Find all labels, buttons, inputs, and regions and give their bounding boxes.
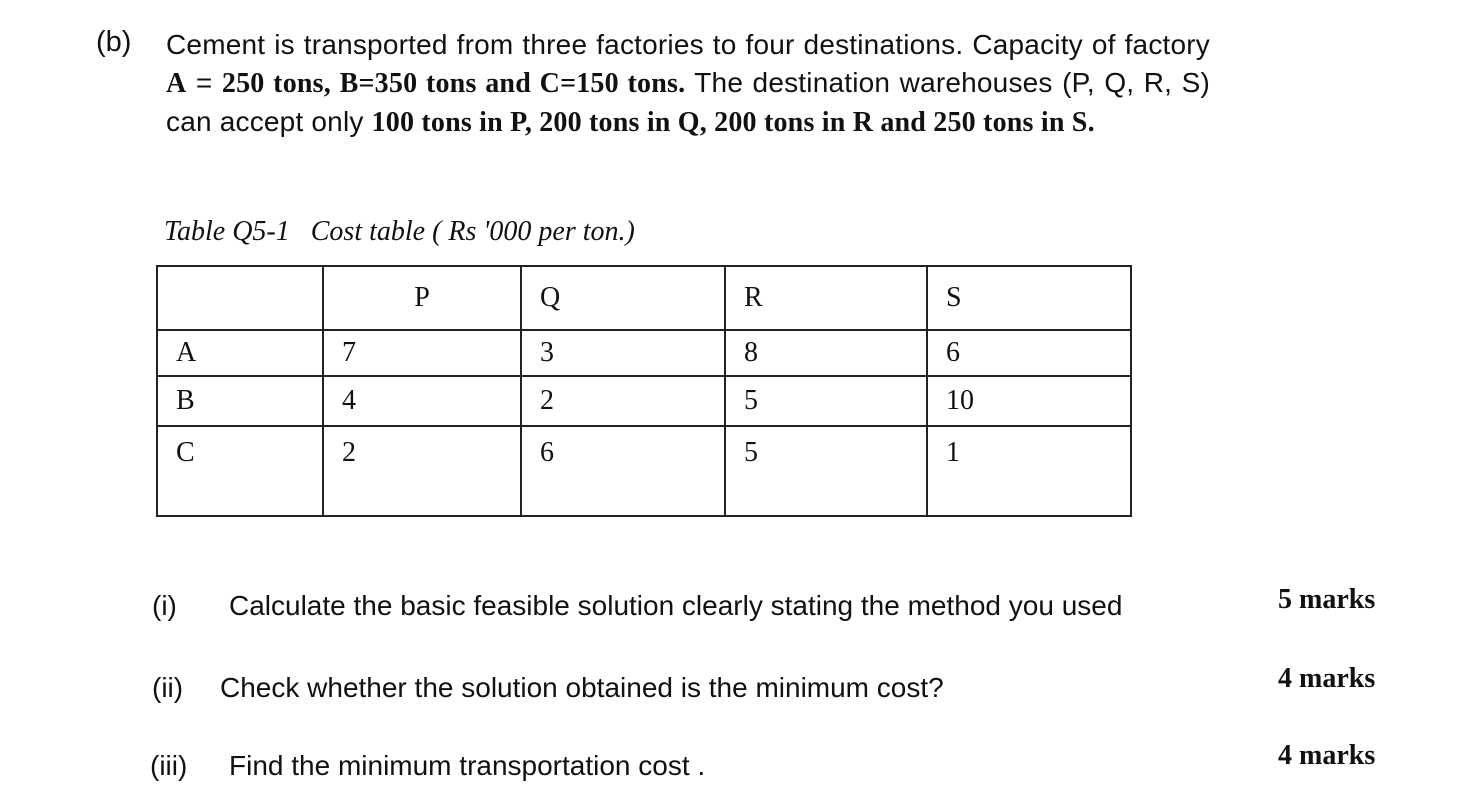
table-caption: Table Q5-1 Cost table ( Rs '000 per ton.) — [164, 216, 635, 247]
part-i-marks: 5 marks — [1278, 584, 1376, 615]
part-ii-text: Check whether the solution obtained is the minimum cost? — [220, 672, 944, 703]
row-label-c: C — [157, 426, 323, 516]
factory-capacities: 250 tons, B=350 tons and C=150 tons. — [221, 68, 686, 99]
factory-a-label: A — [166, 68, 187, 99]
part-iii-number: (iii) — [150, 750, 188, 781]
table-row — [157, 426, 1131, 516]
cost-cell: 4 — [323, 376, 521, 426]
cost-cell: 6 — [927, 330, 1131, 376]
cost-cell: 8 — [725, 330, 927, 376]
cost-cell: 2 — [323, 426, 521, 516]
table-header-row — [157, 266, 1131, 330]
question-intro-2: The destination warehouses (P, Q, R, S) can accept only — [166, 67, 1210, 137]
header-cell-p: P — [323, 266, 521, 330]
header-cell-s: S — [927, 266, 1131, 330]
question-intro-1: Cement is transported from three factories to four destinations. Capacity of factory — [166, 29, 1210, 60]
header-cell-q: Q — [521, 266, 725, 330]
part-i-number: (i) — [152, 590, 177, 621]
cost-cell: 1 — [927, 426, 1131, 516]
row-label-b: B — [157, 376, 323, 426]
warehouse-demands: 100 tons in P, 200 tons in Q, 200 tons in R and 250 tons in S. — [371, 107, 1095, 138]
cost-cell: 3 — [521, 330, 725, 376]
cost-table — [156, 265, 1132, 517]
cost-cell: 5 — [725, 426, 927, 516]
part-ii-number: (ii) — [152, 672, 184, 703]
cost-cell: 5 — [725, 376, 927, 426]
table-row — [157, 330, 1131, 376]
table-row — [157, 376, 1131, 426]
cost-cell: 7 — [323, 330, 521, 376]
part-ii-marks: 4 marks — [1278, 663, 1376, 694]
equals-sign: = — [186, 67, 222, 98]
part-i-text: Calculate the basic feasible solution clearly stating the method you used — [229, 590, 1123, 621]
cost-cell: 6 — [521, 426, 725, 516]
part-iii-text: Find the minimum transportation cost . — [229, 750, 706, 781]
part-iii-marks: 4 marks — [1278, 740, 1376, 771]
cost-cell: 10 — [927, 376, 1131, 426]
header-cell-corner — [157, 266, 323, 330]
question-text — [166, 26, 1210, 142]
question-label: (b) — [96, 26, 132, 58]
row-label-a: A — [157, 330, 323, 376]
header-cell-r: R — [725, 266, 927, 330]
cost-cell: 2 — [521, 376, 725, 426]
